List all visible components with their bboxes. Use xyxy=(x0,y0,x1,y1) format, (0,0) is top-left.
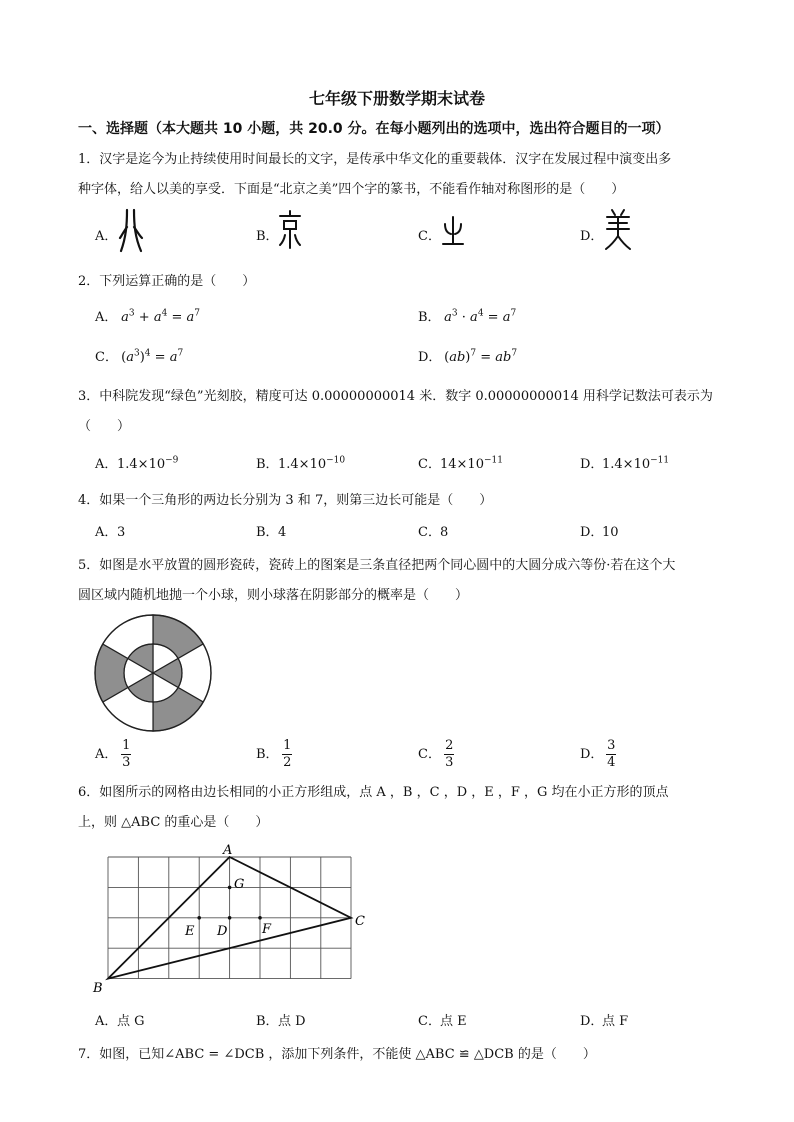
q1-option-c[interactable]: C． xyxy=(418,229,441,244)
q1-option-a[interactable]: A． xyxy=(95,229,118,244)
q7-stem-line1: 7．如图，已知∠ABC = ∠DCB ，添加下列条件，不能使 △ABC ≌ △DCB 的是（ ） xyxy=(78,1047,596,1062)
q1-option-b[interactable]: B． xyxy=(256,229,279,244)
q6-stem-line2: 上，则 △ABC 的重心是（ ） xyxy=(78,815,269,830)
q3-option-b[interactable]: B．$1.4\times 10^{-10}$ xyxy=(256,455,346,472)
q5-fraction-a: $\frac{1}{3}$ xyxy=(122,738,131,770)
q5-fraction-b: $\frac{1}{2}$ xyxy=(283,738,292,770)
q6-option-a[interactable]: A．点 G xyxy=(95,1014,145,1029)
q4-option-b[interactable]: B．4 xyxy=(256,525,287,540)
q6-stem-line1: 6．如图所示的网格由边长相同的小正方形组成，点 A ，B ，C ，D ，E ，F ，G 均在小正方形的顶点 xyxy=(78,785,669,800)
seal-jing-glyph-icon xyxy=(278,210,302,250)
section-heading: 一、选择题（本大题共 10 小题，共 20.0 分。在每小题列出的选项中，选出符合题目的一项） xyxy=(78,121,670,137)
q2-expr-a: $a^3 + a^4 = a^7$ xyxy=(121,308,200,325)
q3-stem-line2: （ ） xyxy=(78,419,131,434)
point-e-dot xyxy=(197,916,201,920)
q2-expr-b: $a^3 \cdot a^4 = a^7$ xyxy=(444,308,517,325)
q1-stem-line2: 种字体，给人以美的享受．下面是“北京之美”四个字的篆书，不能看作轴对称图形的是（ ） xyxy=(78,182,625,197)
point-f-dot xyxy=(258,916,262,920)
q4-option-a[interactable]: A．3 xyxy=(95,525,126,540)
q4-stem: 4．如果一个三角形的两边长分别为 3 和 7，则第三边长可能是（ ） xyxy=(78,493,493,508)
q5-stem-line2: 圆区域内随机地抛一个小球，则小球落在阴影部分的概率是（ ） xyxy=(78,588,469,603)
q2-option-d[interactable]: D． $(ab)^7 = ab^7$ xyxy=(418,348,518,365)
label-g: G xyxy=(234,877,245,892)
q2-expr-d: $(ab)^7 = ab^7$ xyxy=(444,348,518,365)
q2-stem: 2．下列运算正确的是（ ） xyxy=(78,274,256,289)
label-c: C xyxy=(355,914,365,929)
q2-option-b[interactable]: B． $a^3 \cdot a^4 = a^7$ xyxy=(418,308,517,325)
q5-option-a[interactable]: A． $\frac{1}{3}$ xyxy=(95,738,131,770)
q6-option-c[interactable]: C．点 E xyxy=(418,1014,467,1029)
q6-option-b[interactable]: B．点 D xyxy=(256,1014,306,1029)
q6-option-d[interactable]: D．点 F xyxy=(580,1014,629,1029)
grid-figure xyxy=(88,840,378,1000)
q2-expr-c: $(a^3)^4 = a^7$ xyxy=(121,348,184,365)
q5-option-d[interactable]: D． $\frac{3}{4}$ xyxy=(580,738,616,770)
tile-figure xyxy=(92,612,214,734)
label-a: A xyxy=(223,843,233,858)
label-e: E xyxy=(185,924,195,939)
q2-option-a[interactable]: A． $a^3 + a^4 = a^7$ xyxy=(95,308,200,325)
seal-mei-glyph-icon xyxy=(604,208,632,252)
label-b: B xyxy=(93,981,103,996)
q3-stem-line1: 3．中科院发现“绿色”光刻胶，精度可达 0.00000000014 米．数字 0.00000000014 用科学记数法可表示为 xyxy=(78,389,713,404)
label-d: D xyxy=(217,924,228,939)
seal-zhi-glyph-icon xyxy=(441,214,465,248)
q5-stem-line1: 5．如图是水平放置的圆形瓷砖，瓷砖上的图案是三条直径把两个同心圆中的大圆分成六等份·若在这个大 xyxy=(78,558,676,573)
q4-option-d[interactable]: D．10 xyxy=(580,525,619,540)
point-g-dot xyxy=(228,886,232,890)
page-title: 七年级下册数学期末试卷 xyxy=(308,89,485,108)
q2-option-c[interactable]: C． $(a^3)^4 = a^7$ xyxy=(95,348,184,365)
point-d-dot xyxy=(228,916,232,920)
q5-fraction-d: $\frac{3}{4}$ xyxy=(607,738,616,770)
q3-option-c[interactable]: C．$14\times 10^{-11}$ xyxy=(418,455,503,472)
q1-stem-line1: 1．汉字是迄今为止持续使用时间最长的文字，是传承中华文化的重要载体．汉字在发展过程中演变出多 xyxy=(78,152,672,167)
q3-option-d[interactable]: D．$1.4\times 10^{-11}$ xyxy=(580,455,670,472)
q5-option-b[interactable]: B． $\frac{1}{2}$ xyxy=(256,738,292,770)
seal-bei-glyph-icon xyxy=(118,207,144,255)
q5-fraction-c: $\frac{2}{3}$ xyxy=(445,738,454,770)
q1-option-d[interactable]: D． xyxy=(580,229,604,244)
label-f: F xyxy=(262,922,272,937)
q5-option-c[interactable]: C． $\frac{2}{3}$ xyxy=(418,738,454,770)
q3-option-a[interactable]: A．$1.4\times 10^{-9}$ xyxy=(95,455,179,472)
q4-option-c[interactable]: C．8 xyxy=(418,525,449,540)
